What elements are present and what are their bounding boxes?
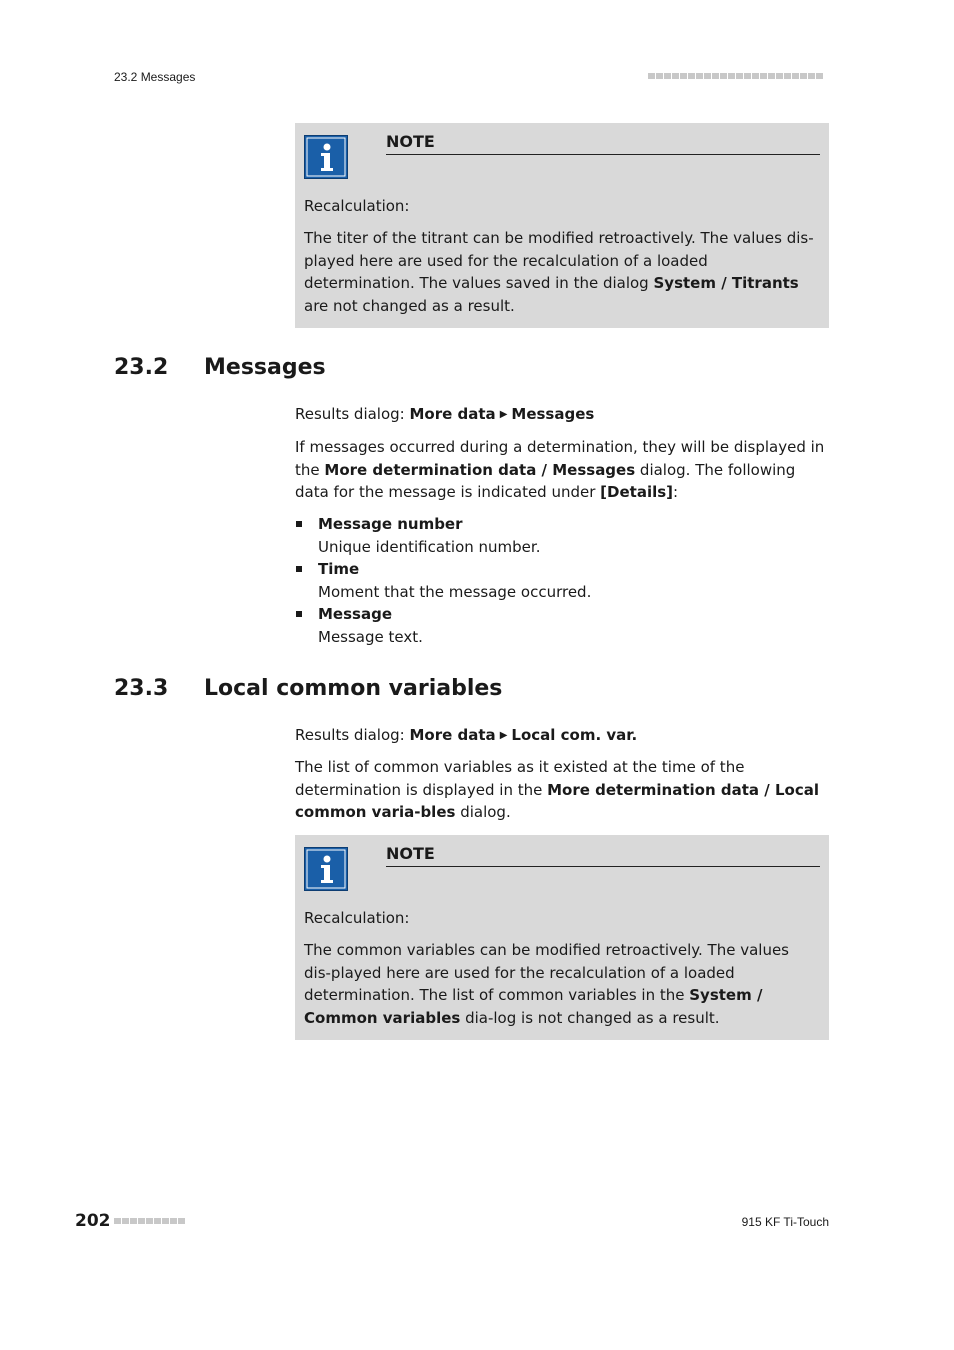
running-header-section: 23.2 Messages	[114, 70, 196, 84]
list-item: Message Message text.	[295, 603, 829, 648]
header-decoration-dots	[648, 73, 823, 79]
bullet-square-icon	[296, 566, 302, 572]
list-item: Message number Unique identification number.	[295, 513, 829, 558]
note-body: The titer of the titrant can be modified retroactively. The values dis-played here are used for the recalculation of a loaded determination. The values saved in the dialog System / Titrants are not changed as a result.	[304, 229, 814, 315]
path-arrow-icon: ▶	[499, 730, 508, 741]
info-icon	[304, 847, 348, 891]
note-box-common-variables	[295, 835, 829, 1040]
section-number: 23.3	[114, 676, 169, 701]
note-box-titrant	[295, 123, 829, 328]
footer-decoration-dots	[114, 1218, 185, 1224]
bullet-square-icon	[296, 611, 302, 617]
note-title: NOTE	[386, 844, 820, 867]
menu-path: Results dialog: More data ▶ Local com. var.	[295, 726, 638, 744]
section-intro: The list of common variables as it existed at the time of the determination is displayed in the More determination data / Local common varia-bles dialog.	[295, 758, 819, 821]
note-lead: Recalculation:	[304, 909, 410, 927]
menu-path: Results dialog: More data ▶ Messages	[295, 405, 595, 423]
note-body: The common variables can be modified retroactively. The values dis-played here are used for the recalculation of a loaded determination. The list of common variables in the System / Common variables dia-log is not changed as a result.	[304, 941, 789, 1027]
page-number: 202	[75, 1211, 111, 1231]
section-title: Messages	[204, 355, 326, 380]
bullet-square-icon	[296, 521, 302, 527]
info-icon	[304, 135, 348, 179]
list-item: Time Moment that the message occurred.	[295, 558, 829, 603]
message-fields-list	[295, 513, 829, 648]
section-intro: If messages occurred during a determination, they will be displayed in the More determination data / Messages dialog. The following data for the message is indicated under [Details]:	[295, 438, 825, 501]
path-arrow-icon: ▶	[499, 409, 508, 420]
note-title: NOTE	[386, 132, 820, 155]
note-lead: Recalculation:	[304, 197, 410, 215]
section-number: 23.2	[114, 355, 169, 380]
section-title: Local common variables	[204, 676, 503, 701]
product-name: 915 KF Ti-Touch	[741, 1215, 829, 1229]
